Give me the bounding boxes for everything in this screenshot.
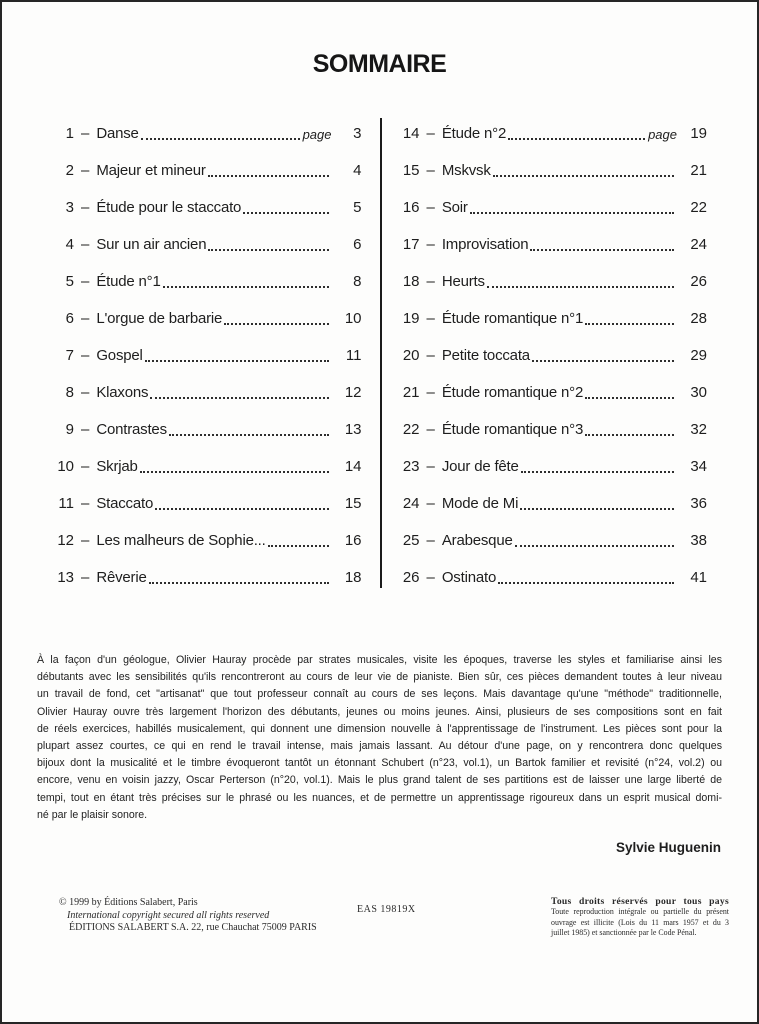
toc-entry-dash: –	[426, 532, 435, 549]
rights-line: juillet 1985) et sanctionnée par le Code Pénal.	[551, 928, 697, 938]
description-line: né par le plaisir sonore.	[37, 808, 148, 821]
toc-entry-number: 18	[402, 273, 420, 290]
toc-entry-title: Gospel	[96, 347, 143, 364]
toc-entry	[398, 189, 708, 226]
toc-entry-dash: –	[81, 125, 90, 142]
toc-entry-dash: –	[426, 310, 435, 327]
toc-entry-number: 17	[402, 236, 420, 253]
column-divider	[380, 118, 382, 588]
toc-entry-dash: –	[81, 384, 90, 401]
toc-entry	[52, 115, 362, 152]
rights-heading: Tous droits réservés pour tous pays	[551, 896, 729, 907]
toc-entry-title: Rêverie	[96, 569, 147, 586]
toc-entry-number: 12	[57, 532, 74, 549]
dot-leader	[268, 545, 329, 547]
toc-entry	[52, 189, 362, 226]
toc-entry-title: Étude romantique n°1	[441, 310, 584, 327]
toc-entry-dash: –	[426, 273, 435, 290]
toc-entry-number: 6	[65, 310, 74, 327]
dot-leader	[149, 582, 329, 584]
toc-entry-number: 8	[65, 384, 74, 401]
dot-leader	[169, 434, 329, 436]
toc-entry-title: Improvisation	[441, 236, 529, 253]
toc-entry-dash: –	[81, 421, 90, 438]
toc-entry-title: L'orgue de barbarie	[96, 310, 223, 327]
toc-entry	[398, 226, 708, 263]
dot-leader	[585, 397, 674, 399]
toc-entry-page: 15	[344, 495, 362, 512]
toc-entry-title: Staccato	[96, 495, 154, 512]
toc-entry-page: 41	[690, 569, 707, 586]
toc-entry	[398, 559, 708, 596]
rights-line: ouvrage est illicite (Lois du 11 mars 1957 et du 3	[551, 917, 729, 927]
toc-entry-number: 13	[57, 569, 74, 586]
toc-entry-number: 24	[402, 495, 420, 512]
toc-entry	[52, 226, 362, 263]
toc-entry	[398, 448, 708, 485]
toc-entry-page: 4	[353, 162, 362, 179]
description-line: Olivier Hauray ouvre très largement l'horizon des débutants, jeunes ou moins jeunes. Ainsi, plusieurs de ses compositions sont en fait	[37, 705, 722, 718]
page-word: page	[302, 127, 332, 142]
toc-entry-page: 14	[344, 458, 362, 475]
dot-leader	[520, 508, 674, 510]
toc-entry-number: 10	[57, 458, 74, 475]
toc-column-right	[380, 115, 708, 596]
toc-entry-title: Jour de fête	[441, 458, 519, 475]
toc-entry-number: 3	[65, 199, 74, 216]
toc-entry-dash: –	[426, 421, 435, 438]
toc-entry-title: Heurts	[441, 273, 485, 290]
toc-entry-title: Mode de Mi	[441, 495, 519, 512]
toc-entry-page: 26	[690, 273, 707, 290]
toc-entry	[398, 374, 708, 411]
toc-entry-number: 16	[402, 199, 420, 216]
toc-entry-number: 22	[402, 421, 420, 438]
dot-leader	[243, 212, 328, 214]
toc-entry-dash: –	[81, 162, 90, 179]
toc-entry	[398, 337, 708, 374]
toc-entry-page: 18	[344, 569, 362, 586]
toc-entry-dash: –	[426, 162, 435, 179]
toc-entry-dash: –	[81, 347, 90, 364]
toc-entry-number: 9	[65, 421, 74, 438]
dot-leader	[140, 471, 329, 473]
toc-entry-page: 30	[690, 384, 707, 401]
toc-entry-dash: –	[426, 199, 435, 216]
rights-line: Toute reproduction intégrale ou partielle du présent	[551, 907, 729, 916]
toc-entry-dash: –	[426, 125, 435, 142]
toc-entry	[52, 337, 362, 374]
toc-entry-title: Les malheurs de Sophie...	[96, 532, 266, 549]
toc-entry-page: 21	[690, 162, 707, 179]
copyright-block	[59, 897, 317, 935]
description-paragraph	[37, 652, 722, 824]
toc-entry-page: 3	[353, 125, 362, 142]
toc-entry-title: Étude n°2	[441, 125, 507, 142]
toc-entry	[398, 522, 708, 559]
toc-entry-dash: –	[426, 495, 435, 512]
toc-entry-page: 8	[353, 273, 362, 290]
description-line: plupart assez courtes, ce qui en rend le travail intense, mais jamais lassant. Au détour d'une page, on y rencontrera donc quelques	[37, 740, 722, 753]
dot-leader	[224, 323, 328, 325]
toc-entry-number: 21	[402, 384, 420, 401]
toc-entry-page: 16	[344, 532, 362, 549]
toc-entry-page: 34	[690, 458, 707, 475]
toc-entry-number: 2	[65, 162, 74, 179]
toc-entry	[52, 374, 362, 411]
toc-entry	[52, 485, 362, 522]
toc-entry-page: 13	[344, 421, 362, 438]
copyright-line: International copyright secured all rights reserved	[67, 909, 270, 921]
description-line: débutants avec les sensibilités qu'ils rencontreront au cours de leur vie de pianiste. Bien sûr, ces pièces demandent toutes à leur niveau	[37, 671, 722, 684]
toc-entry-page: 6	[353, 236, 362, 253]
toc-entry-page: 19	[690, 125, 707, 142]
dot-leader	[145, 360, 329, 362]
toc-entry-dash: –	[426, 569, 435, 586]
toc-entry-title: Étude n°1	[96, 273, 161, 290]
toc-entry-number: 4	[65, 236, 74, 253]
signature: Sylvie Huguenin	[615, 840, 721, 856]
toc-column-left	[52, 115, 380, 596]
toc-entry-dash: –	[81, 458, 90, 475]
toc-entry-title: Étude romantique n°2	[441, 384, 584, 401]
toc-entry-number: 5	[65, 273, 74, 290]
dot-leader	[208, 175, 329, 177]
dot-leader	[530, 249, 674, 251]
dot-leader	[470, 212, 674, 214]
toc-entry	[398, 152, 708, 189]
table-of-contents	[52, 115, 707, 596]
dot-leader	[498, 582, 674, 584]
dot-leader	[521, 471, 674, 473]
description-line: À la façon d'un géologue, Olivier Hauray procède par strates musicales, visite les époques, traverse les styles et familiarise ainsi les	[37, 654, 722, 666]
toc-entry	[398, 263, 708, 300]
toc-entry	[52, 263, 362, 300]
toc-entry-page: 5	[353, 199, 362, 216]
toc-entry-title: Danse	[96, 125, 139, 142]
toc-entry-page: 29	[690, 347, 707, 364]
toc-entry-number: 15	[402, 162, 420, 179]
toc-entry-dash: –	[426, 458, 435, 475]
dot-leader	[532, 360, 674, 362]
dot-leader	[208, 249, 328, 251]
description-line: tempi, tout en étant très précises sur le phrasé ou les nuances, et de permettre un apprentissage rigoureux dans un esprit musical domi-	[37, 791, 722, 804]
toc-entry-page: 10	[344, 310, 362, 327]
toc-entry-title: Skrjab	[96, 458, 138, 475]
toc-entry	[398, 411, 708, 448]
toc-entry-page: 12	[344, 384, 362, 401]
toc-entry-title: Contrastes	[96, 421, 167, 438]
toc-entry-page: 38	[690, 532, 707, 549]
toc-entry	[52, 522, 362, 559]
copyright-line: ÉDITIONS SALABERT S.A. 22, rue Chauchat 75009 PARIS	[69, 922, 317, 933]
toc-entry-title: Ostinato	[441, 569, 497, 586]
toc-entry-title: Étude pour le staccato	[96, 199, 242, 216]
copyright-line: © 1999 by Éditions Salabert, Paris	[59, 897, 198, 908]
toc-entry-page: 32	[690, 421, 707, 438]
toc-entry-title: Arabesque	[441, 532, 513, 549]
description-line: bijoux dont la musicalité et le timbre évoqueront tantôt un étonnant Schubert (n°23, vol.1), un Bartok familier et revisité (n°24, vol.2) ou	[37, 757, 722, 770]
page-word: page	[648, 127, 677, 142]
toc-entry-dash: –	[426, 384, 435, 401]
toc-entry-page: 24	[690, 236, 707, 253]
toc-entry-dash: –	[426, 347, 435, 364]
dot-leader	[150, 397, 328, 399]
toc-entry-page: 11	[345, 347, 362, 364]
toc-entry-title: Majeur et mineur	[96, 162, 206, 179]
toc-entry-number: 7	[65, 347, 74, 364]
toc-entry-title: Étude romantique n°3	[441, 421, 584, 438]
toc-entry-page: 28	[690, 310, 707, 327]
catalog-number: EAS 19819X	[357, 904, 416, 915]
toc-entry	[398, 485, 708, 522]
description-line: un travail de fond, cet "artisanat" que tout professeur connaît au cours de ses leçons. Mais davantage qu'une "méthode" traditionnelle,	[37, 688, 722, 701]
toc-entry	[398, 300, 708, 337]
toc-entry-number: 19	[402, 310, 420, 327]
toc-entry-dash: –	[81, 273, 90, 290]
rights-notice-block	[551, 896, 729, 939]
toc-entry-dash: –	[81, 310, 90, 327]
toc-entry-dash: –	[81, 199, 90, 216]
dot-leader	[585, 434, 674, 436]
toc-entry-dash: –	[81, 236, 90, 253]
toc-entry	[398, 115, 708, 152]
dot-leader	[508, 138, 645, 140]
toc-entry-title: Petite toccata	[441, 347, 530, 364]
toc-entry	[52, 559, 362, 596]
description-line: de réels exercices, habillés musicalement, qui donnent une dimension nouvelle à l'apprentissage de l'instrument. Les pièces sont pour la	[37, 722, 722, 735]
toc-entry-title: Sur un air ancien	[96, 236, 207, 253]
toc-entry-title: Mskvsk	[441, 162, 491, 179]
toc-entry-page: 22	[690, 199, 707, 216]
toc-entry-title: Klaxons	[96, 384, 149, 401]
dot-leader	[487, 286, 674, 288]
toc-entry-number: 23	[402, 458, 420, 475]
toc-entry-dash: –	[426, 236, 435, 253]
toc-entry	[52, 152, 362, 189]
toc-entry-number: 14	[402, 125, 420, 142]
dot-leader	[141, 138, 300, 140]
toc-entry-title: Soir	[441, 199, 468, 216]
toc-entry	[52, 448, 362, 485]
dot-leader	[163, 286, 329, 288]
toc-entry-number: 1	[65, 125, 74, 142]
toc-entry-dash: –	[81, 532, 90, 549]
toc-entry-number: 11	[58, 495, 74, 512]
dot-leader	[155, 508, 328, 510]
page-title: SOMMAIRE	[312, 50, 447, 78]
dot-leader	[585, 323, 674, 325]
toc-entry	[52, 300, 362, 337]
dot-leader	[515, 545, 674, 547]
toc-entry-dash: –	[81, 495, 90, 512]
toc-entry-number: 25	[402, 532, 420, 549]
toc-entry-number: 20	[402, 347, 420, 364]
toc-entry-number: 26	[402, 569, 420, 586]
toc-entry-dash: –	[81, 569, 90, 586]
dot-leader	[493, 175, 674, 177]
toc-entry-page: 36	[690, 495, 707, 512]
description-line: encore, venu en voisin jazzy, Oscar Perterson (n°20, vol.1). Mais le plus grand talent de ses partitions est de laisser une large liberté de	[37, 774, 722, 787]
toc-entry	[52, 411, 362, 448]
